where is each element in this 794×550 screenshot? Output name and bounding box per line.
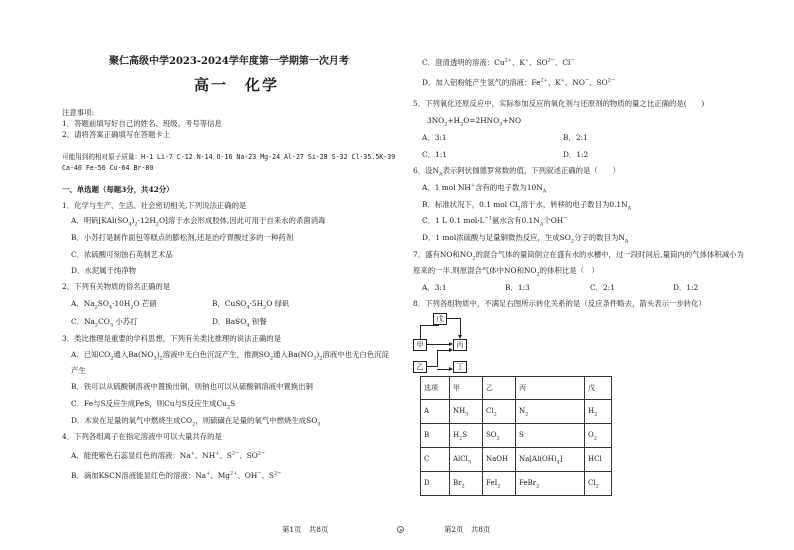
table-row	[421, 448, 612, 472]
option-text: D．1:2	[673, 283, 699, 292]
table-cell: D	[421, 472, 450, 496]
question-stem: 原来的一半.则原混合气体中NO和$NO_2$的体积比是（ ）	[413, 266, 599, 278]
section-title: 一、单选题（每题3分，共42分）	[62, 185, 174, 194]
option-text: D．木炭在足量的氧气中燃烧生成$CO_2$，则硫磺在足量的氧气中燃烧生成$SO_3$	[71, 416, 321, 428]
table-cell: B	[421, 424, 450, 448]
option-text: B．2:1	[563, 133, 588, 142]
table-cell: HCl	[585, 448, 612, 472]
table-header-cell: 乙	[483, 377, 516, 400]
node-wu: 戊	[433, 313, 447, 325]
note-item: 1．答题前填写好自己的姓名、班级、考号等信息	[62, 119, 222, 128]
table-row	[421, 400, 612, 424]
table-cell: $N_2$	[516, 400, 585, 424]
subject-title: 高一 化学	[194, 76, 280, 94]
option-text: B．1:3	[505, 283, 530, 292]
option-text: C．$Na_2CO_3$ 小苏打	[71, 317, 138, 329]
table-cell: FeBr$_2$	[516, 472, 585, 496]
table-row	[421, 424, 612, 448]
page-number-left: 第1页 共8页	[282, 525, 329, 534]
option-text: D．BaSO$_4$ 钡餐	[212, 317, 267, 329]
question-stem: 4．下列各组离子在指定溶液中可以大量共存的是	[62, 432, 222, 441]
option-text: C．浓硫酸可刻蚀石英制艺术品	[71, 250, 173, 259]
node-bing: 丙	[453, 339, 467, 351]
option-text: D．加入铝粉能产生氢气的溶液：$Fe^{2+}$、K+、NO−、$SO^{2-}$	[422, 77, 616, 87]
atomic-masses-line: 可能用到的相对原子质量：H-1 Li-7 C-12 N-14 O-16 Na-23 Mg-24 Al-27 Si-28 S-32 Cl-35.5K-39	[62, 153, 396, 161]
table-cell: NaOH	[483, 448, 516, 472]
table-cell: $SO_2$	[483, 424, 516, 448]
binding-hole-icon	[397, 526, 404, 533]
table-cell: AlCl$_3$	[450, 448, 483, 472]
table-cell: S	[516, 424, 585, 448]
left-page	[62, 0, 396, 550]
option-text: A．能使紫色石蕊显红色的溶液：Na+、NH+、$S^{2-}$、$SO^{2-}$	[71, 450, 266, 460]
table-cell: $H_2$	[585, 400, 612, 424]
question-stem: 6．设$N_A$表示阿伏伽德罗常数的值，下列叙述正确的是（ ）	[413, 166, 620, 178]
atomic-masses-line: Ca-40 Fe-56 Cu-64 Br-80	[62, 164, 154, 172]
right-page	[413, 0, 749, 550]
table-cell: $Na[Al(OH)_4]$	[516, 448, 585, 472]
table-cell: $Br_2$	[450, 472, 483, 496]
option-text: A．$Na_2SO_4\cdot 10H_2O$ 芒硝	[71, 299, 157, 311]
table-header-cell: 戊	[585, 377, 612, 400]
option-text: C．1 L 0.1 $mol\cdot L^{-1}$氨水含有$0.1N_A$个OH−	[422, 215, 568, 228]
option-text: C．1:1	[422, 150, 447, 159]
table-cell: FeI$_2$	[483, 472, 516, 496]
table-header-cell: 甲	[450, 377, 483, 400]
option-text: A．已知$CO_2$通入$Ba(NO_3)_2$溶液中无白色沉淀产生，推测$SO_2$通入$Ba(NO_3)_2$溶液中也无白色沉淀	[71, 350, 389, 362]
option-text: A．明矾$[KAl(SO_4)_2\cdot 12H_2O]$溶于水会形成胶体,因此可用于自来水的杀菌消毒	[71, 216, 326, 228]
table-cell: $O_2$	[585, 424, 612, 448]
question-stem: 8．下列各组物质中，不满足右图所示转化关系的是（反应条件略去，箭头表示一步转化）	[413, 299, 706, 308]
arrowhead-icon	[458, 335, 462, 339]
node-ding: 丁	[453, 361, 467, 373]
table-cell: $Cl_2$	[483, 400, 516, 424]
option-text: D．1:2	[563, 150, 589, 159]
question-stem: 3．类比推理是重要的学科思想，下列有关类比推理的说法正确的是	[62, 334, 282, 343]
option-text: A．3:1	[422, 133, 447, 142]
option-text: C．Fe与S反应生成FeS，则Cu与S反应生成$Cu_2S$	[71, 399, 236, 411]
node-yi: 乙	[413, 361, 427, 373]
note-item: 2．请将答案正确填写在答题卡上	[62, 130, 171, 139]
option-text: D．水泥属于纯净物	[71, 266, 137, 275]
question-stem: 5．下列氧化还原反应中，实际参加反应的氧化剂与还原剂的物质的量之比正确的是( )	[413, 99, 705, 108]
option-text: B．小苏打是制作面包等糕点的膨松剂,还是治疗胃酸过多的一种药剂	[71, 233, 294, 242]
table-header-cell: 丙	[516, 377, 585, 400]
table-cell: $Cl_2$	[585, 472, 612, 496]
option-text: A．3:1	[422, 283, 447, 292]
question-stem: 7．盛有NO和$NO_2$的混合气体的量筒倒立在盛有水的水槽中，过一段时间后,量筒内的气体体积减小为	[413, 250, 744, 262]
exam-title: 聚仁高级中学2023-2024学年度第一学期第一次月考	[109, 56, 349, 67]
table-cell: A	[421, 400, 450, 424]
options-table	[420, 376, 612, 496]
option-text: A．1 mol NH+含有的电子数为$10N_A$	[422, 182, 547, 195]
option-text: B．标准状况下，0.1 mol $Cl_2$溶于水，转移的电子数目为$0.1N_A$	[422, 200, 632, 212]
arrowhead-icon	[449, 348, 453, 352]
option-text: C．2:1	[590, 283, 615, 292]
notes-heading: 注意事项:	[62, 108, 95, 117]
option-text: 产生	[71, 366, 86, 375]
table-cell: C	[421, 448, 450, 472]
option-text: D．1 mol浓硫酸与足量铜微热反应，生成$SO_2$分子的数目为$N_A$	[422, 233, 629, 245]
table-row	[421, 472, 612, 496]
table-header-cell: 选项	[421, 377, 450, 400]
transformation-diagram	[413, 312, 483, 374]
table-cell: $H_2S$	[450, 424, 483, 448]
option-text: B．铁可以从硫酸铜溶液中置换出铜，则钠也可以从硫酸铜溶液中置换出铜	[71, 382, 313, 391]
arrowhead-icon	[449, 342, 453, 346]
option-text: B．$CuSO_4\cdot 5H_2O$ 绿矾	[212, 299, 290, 311]
equation: $3NO_2+H_2O=2HNO_3+NO$	[427, 116, 522, 128]
node-jia: 甲	[413, 339, 427, 351]
arrowhead-icon	[449, 367, 453, 371]
option-text: C．澄清透明的溶液：$Cu^{2+}$、K+、$SO^{2-}$、Cl−	[422, 57, 575, 67]
question-stem: 1．化学与生产、生活、社会密切相关,下列说法正确的是	[62, 201, 247, 210]
question-stem: 2．下列有关物质的俗名正确的是	[62, 282, 171, 291]
table-header-row	[421, 377, 612, 400]
option-text: B．滴加KSCN溶液能显红色的溶液：Na+、$Mg^{2+}$、OH−、$S^{2-}$	[71, 470, 282, 480]
table-cell: $NH_3$	[450, 400, 483, 424]
page-number-right: 第2页 共8页	[444, 525, 491, 534]
